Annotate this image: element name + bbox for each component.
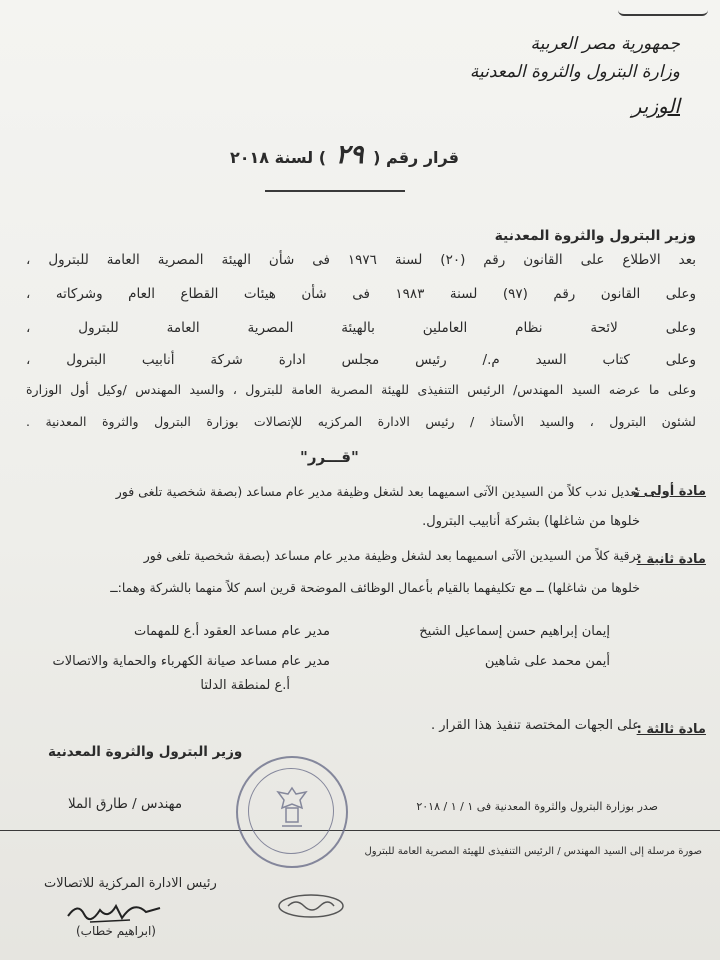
preamble-line: وعلى كتاب السيد م./ رئيس مجلس ادارة شركة أنابيب البترول ،	[26, 352, 696, 368]
preamble-line: وعلى القانون رقم (٩٧) لسنة ١٩٨٣ فى شأن هيئات القطاع العام وشركاته ،	[26, 286, 696, 302]
signature-name: مهندس / طارق الملا	[68, 796, 183, 812]
article-2-text: خلوها من شاغلها) ــ مع تكليفهما بالقيام بأعمال الوظائف الموضحة قرين اسم كلاً منهما بالشركة وهما:ــ	[110, 580, 640, 595]
article-1-text: تعديل ندب كلاً من السيدين الآتى اسميهما بعد لشغل وظيفة مدير عام مساعد (بصفة شخصية تلغى فور	[115, 484, 640, 499]
corner-mark	[618, 0, 708, 16]
appointee-name: أيمن محمد على شاهين	[484, 654, 610, 669]
letterhead	[470, 30, 680, 120]
separator-line	[0, 830, 720, 831]
article-3-label: مادة ثالثة :	[636, 722, 706, 737]
preamble-line: وعلى لائحة نظام العاملين بالهيئة المصرية العامة للبترول ،	[26, 320, 696, 336]
appointee-position: مدير عام مساعد صيانة الكهرباء والحماية والاتصالات	[52, 654, 330, 669]
appointee-name: إيمان إبراهيم حسن إسماعيل الشيخ	[419, 624, 610, 639]
appointee-position: أ.ع لمنطقة الدلتا	[200, 678, 290, 693]
letterhead-republic: جمهورية مصر العربية	[530, 34, 680, 54]
article-2-text: ترقية كلاً من السيدين الآتى اسميهما بعد لشغل وظيفة مدير عام مساعد (بصفة شخصية تلغى فور	[143, 548, 640, 563]
article-1-text: خلوها من شاغلها) بشركة أنابيب البترول.	[422, 514, 640, 529]
article-1-label: مادة أولى :	[633, 484, 706, 499]
handwritten-code-mark	[276, 892, 346, 920]
official-stamp	[236, 756, 348, 868]
issuer: وزير البترول والثروة المعدنية	[494, 228, 696, 244]
letterhead-minister: الوزير	[631, 94, 680, 118]
signature-title: وزير البترول والثروة المعدنية	[48, 744, 243, 760]
decree-title	[230, 140, 459, 170]
issued-line: صدر بوزارة البترول والثروة المعدنية فى ١ / ١ / ٢٠١٨	[416, 800, 658, 813]
handwritten-signature	[60, 898, 170, 926]
decree-suffix: ) لسنة ٢٠١٨	[230, 148, 327, 167]
preamble-line: وعلى ما عرضه السيد المهندس/ الرئيس التنفيذى للهيئة المصرية العامة للبترول ، والسيد المهندس /وكيل أول الوزارة	[26, 382, 696, 397]
decision-heading: "قـــرر"	[300, 448, 359, 466]
bottom-signature-title: رئيس الادارة المركزية للاتصالات	[44, 876, 217, 891]
decree-prefix: قرار رقم (	[373, 148, 459, 167]
article-2-label: مادة ثانية :	[636, 552, 706, 567]
eagle-emblem-icon	[272, 784, 312, 832]
letterhead-ministry: وزارة البترول والثروة المعدنية	[469, 62, 680, 82]
decree-number: ٢٩	[335, 140, 364, 170]
decree-underline	[265, 190, 405, 192]
bottom-signature-name: (ابراهيم خطاب)	[76, 924, 156, 938]
preamble-line: لشئون البترول ، والسيد الأستاذ / رئيس الادارة المركزيه للإتصالات بوزارة البترول والثروة المعدنية .	[26, 414, 696, 429]
copy-note: صورة مرسلة إلى السيد المهندس / الرئيس التنفيذى للهيئة المصرية العامة للبترول	[364, 846, 702, 857]
appointee-position: مدير عام مساعد العقود أ.ع للمهمات	[133, 624, 330, 639]
article-3-text: على الجهات المختصة تنفيذ هذا القرار .	[431, 718, 640, 733]
preamble-line: بعد الاطلاع على القانون رقم (٢٠) لسنة ١٩٧٦ فى شأن الهيئة المصرية العامة للبترول ،	[26, 252, 696, 268]
